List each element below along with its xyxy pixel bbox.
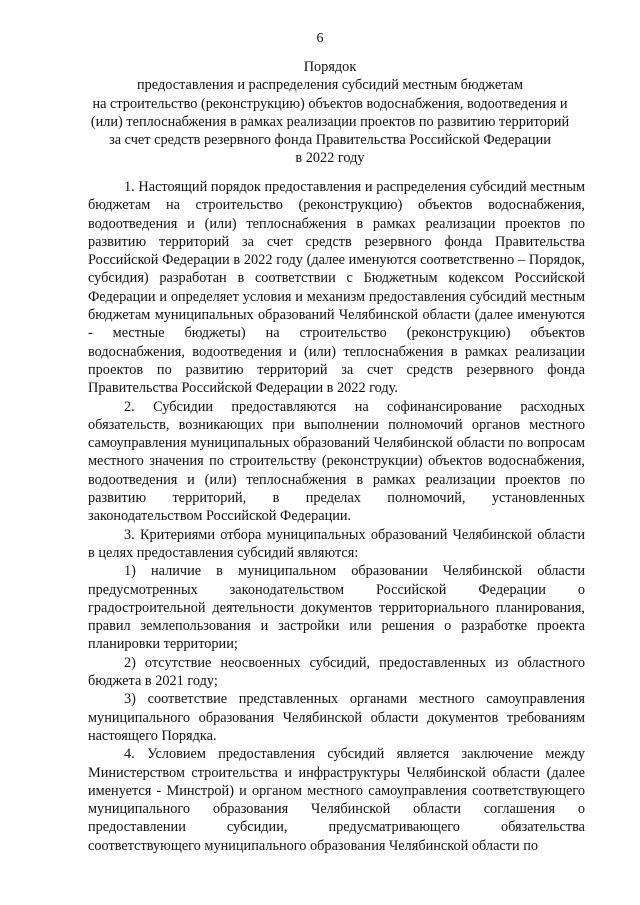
title-line: на строительство (реконструкцию) объектов водоснабжения, водоотведения и	[92, 95, 568, 112]
title-line: Порядок	[303, 59, 357, 75]
document-body	[88, 178, 585, 855]
document-title	[60, 58, 600, 168]
criterion-3: 3) соответствие представленных органами местного самоуправления муниципального образования Челябинской области документов требованиям настоящего Порядка.	[88, 691, 585, 744]
paragraph-4: 4. Условием предоставления субсидий является заключение между Министерством строительства и инфраструктуры Челябинской области (далее именуется - Минстрой) и органом местного самоуправления соответствующего муниципального образования Челябинской области соглашения о предоставлении субсидии, предусматривающего обязательства соответствующего муниципального образования Челябинской области по	[88, 746, 585, 854]
title-line: за счет средств резервного фонда Правительства Российской Федерации	[109, 132, 551, 149]
criterion-1: 1) наличие в муниципальном образовании Челябинской области предусмотренных законодательством Российской Федерации о градостроительной деятельности документов территориального планирования, правил землепользования и застройки или решения о разработке проекта планировки территории;	[88, 563, 585, 653]
title-line: предоставления и распределения субсидий местным бюджетам	[136, 77, 524, 94]
title-line: (или) теплоснабжения в рамках реализации проектов по развитию территорий	[90, 113, 570, 130]
paragraph-2: 2. Субсидии предоставляются на софинансирование расходных обязательств, возникающих при выполнении полномочий органов местного самоуправления муниципальных образований Челябинской области по вопросам местного значения по строительству (реконструкции) объектов водоснабжения, водоотведения и (или) теплоснабжения в рамках реализации проектов по развитию территорий, в пределах полномочий, установленных законодательством Российской Федерации.	[88, 398, 585, 525]
page-number: 6	[316, 31, 324, 46]
paragraph-1: 1. Настоящий порядок предоставления и распределения субсидий местным бюджетам на строительство (реконструкцию) объектов водоснабжения, водоотведения и (или) теплоснабжения в рамках реализации проектов по развитию территорий за счет средств резервного фонда Правительства Российской Федерации в 2022 году (далее именуются соответственно – Порядок, субсидия) разработан в соответствии с Бюджетным кодексом Российской Федерации и определяет условия и механизм предоставления субсидий местным бюджетам муниципальных образований Челябинской области (далее именуются - местные бюджеты) на строительство (реконструкцию) объектов водоснабжения, водоотведения и (или) теплоснабжения в рамках реализации проектов по развитию территорий за счет средств резервного фонда Правительства Российской Федерации в 2022 году.	[88, 179, 585, 397]
criterion-2: 2) отсутствие неосвоенных субсидий, предоставленных из областного бюджета в 2021 году;	[88, 654, 585, 690]
paragraph-3: 3. Критериями отбора муниципальных образований Челябинской области в целях предоставления субсидий являются:	[88, 526, 585, 561]
title-line: в 2022 году	[295, 150, 365, 167]
